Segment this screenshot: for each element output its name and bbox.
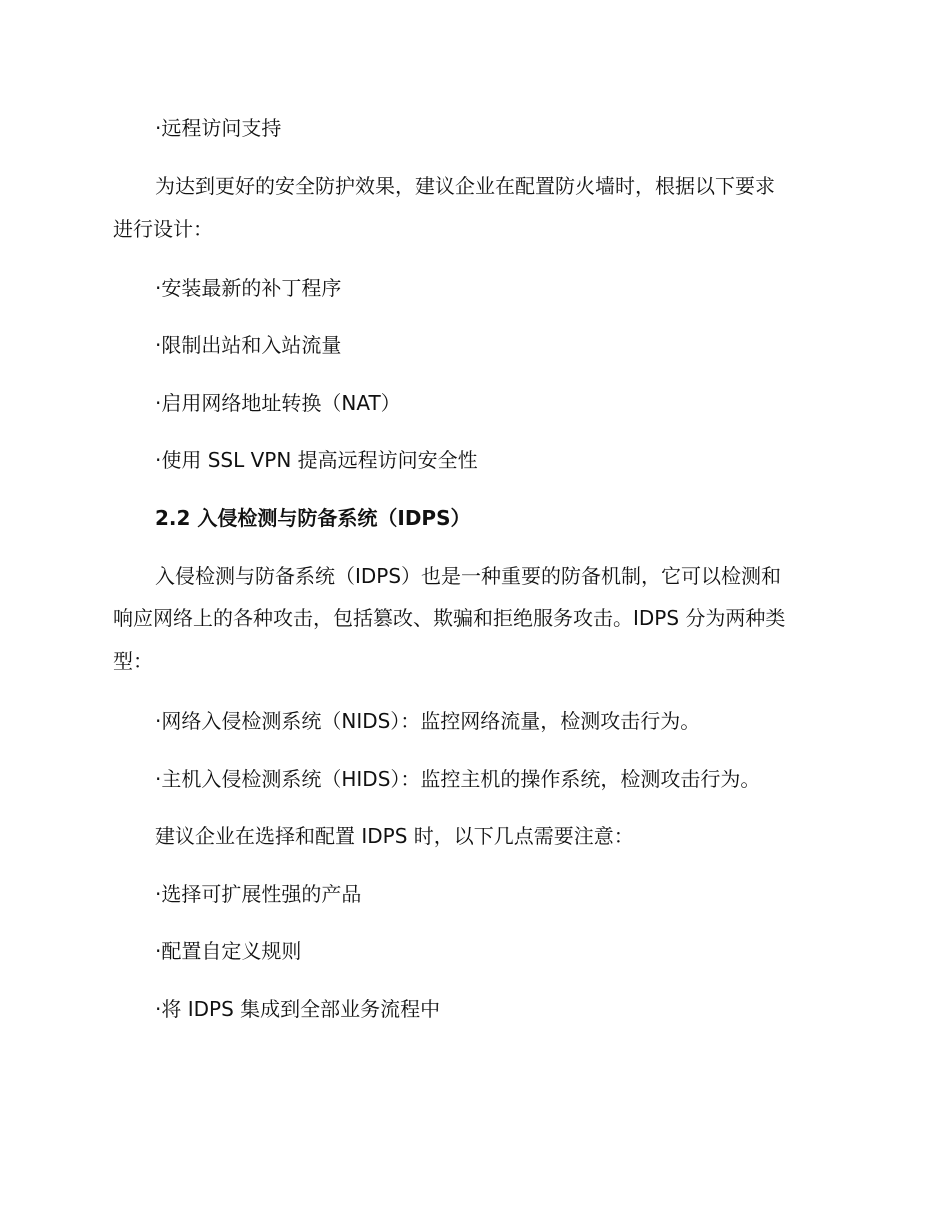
paragraph-firewall-intro-line-2: 进行设计： [113,217,213,241]
bullet-nids: ·网络入侵检测系统（NIDS）：监控网络流量，检测攻击行为。 [155,709,701,733]
bullet-ssl-vpn: ·使用 SSL VPN 提高远程访问安全性 [155,448,478,472]
section-heading-idps: 2.2 入侵检测与防备系统（IDPS） [155,506,471,530]
bullet-remote-access-support: ·远程访问支持 [155,116,282,140]
bullet-scalable-product: ·选择可扩展性强的产品 [155,882,362,906]
bullet-install-patches: ·安装最新的补丁程序 [155,276,342,300]
paragraph-firewall-intro-line-1: 为达到更好的安全防护效果，建议企业在配置防火墙时，根据以下要求 [155,174,775,198]
paragraph-idps-advice: 建议企业在选择和配置 IDPS 时，以下几点需要注意： [155,824,634,848]
paragraph-idps-line-2: 响应网络上的各种攻击，包括篡改、欺骗和拒绝服务攻击。IDPS 分为两种类 [113,606,786,630]
bullet-hids: ·主机入侵检测系统（HIDS）：监控主机的操作系统，检测攻击行为。 [155,767,761,791]
paragraph-idps-line-3: 型： [113,649,153,673]
bullet-integrate-idps: ·将 IDPS 集成到全部业务流程中 [155,997,441,1021]
paragraph-idps-line-1: 入侵检测与防备系统（IDPS）也是一种重要的防备机制，它可以检测和 [155,564,782,588]
bullet-limit-traffic: ·限制出站和入站流量 [155,333,342,357]
bullet-enable-nat: ·启用网络地址转换（NAT） [155,391,401,415]
bullet-custom-rules: ·配置自定义规则 [155,939,302,963]
